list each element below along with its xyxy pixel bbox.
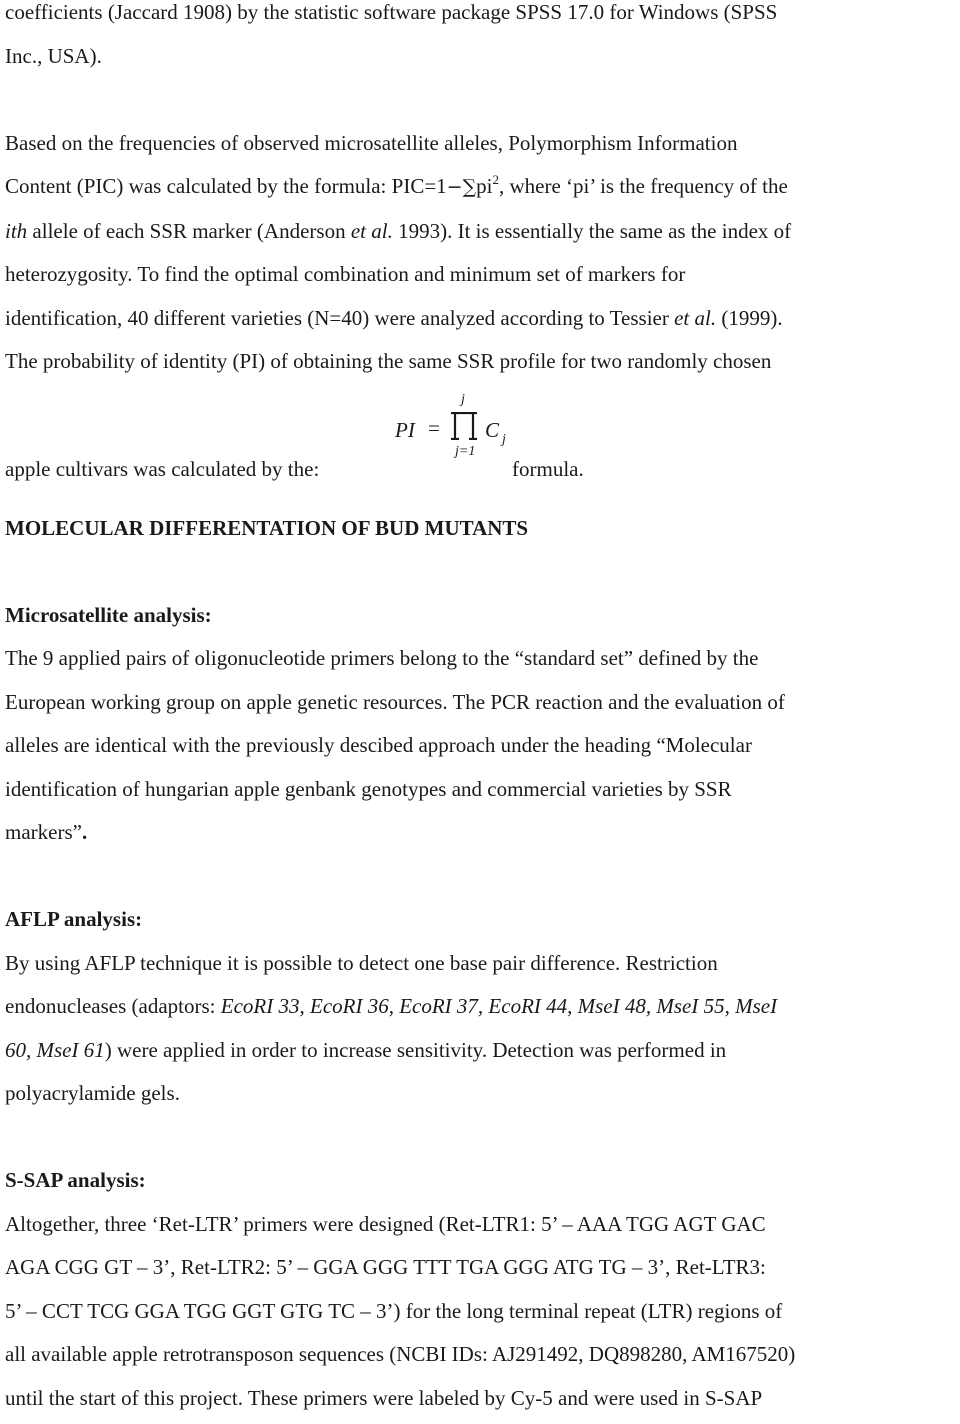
paragraph-aflp: [5, 942, 955, 1116]
probability-formula: [395, 388, 525, 468]
subsection-heading-ssap: S-SAP analysis:: [5, 1168, 146, 1192]
text-line: coefficients (Jaccard 1908) by the statistic software package SPSS 17.0 for Windows (SPSS: [5, 0, 778, 24]
text-line: The probability of identity (PI) of obtaining the same SSR profile for two randomly chosen: [5, 349, 772, 373]
formula-term-subscript: j: [502, 431, 506, 447]
text-line: identification, 40 different varieties (N=40) were analyzed according to Tessier et al. (1999).: [5, 305, 783, 330]
spacer: [5, 1116, 955, 1160]
formula-row: [5, 384, 955, 499]
text-line: The 9 applied pairs of oligonucleotide primers belong to the “standard set” defined by the: [5, 646, 759, 670]
text-line: AGA CGG GT – 3’, Ret-LTR2: 5’ – GGA GGG TTT TGA GGG ATG TG – 3’, Ret-LTR3:: [5, 1255, 766, 1279]
spacer: [5, 855, 955, 899]
product-lower-limit: j=1: [455, 443, 476, 459]
spacer: [5, 78, 955, 122]
product-symbol-icon: [449, 412, 479, 440]
text-line: polyacrylamide gels.: [5, 1081, 180, 1105]
text-line: 5’ – CCT TCG GGA TGG GGT GTG TC – 3’) for the long terminal repeat (LTR) regions of: [5, 1298, 783, 1323]
product-upper-limit: j: [461, 391, 465, 407]
text-line: ith allele of each SSR marker (Anderson et al. 1993). It is essentially the same as the index of: [5, 218, 792, 243]
formula-term: C: [485, 417, 500, 442]
paragraph-pic: [5, 122, 955, 384]
text-line: Based on the frequencies of observed microsatellite alleles, Polymorphism Information: [5, 130, 738, 155]
text-line: 60, MseI 61) were applied in order to increase sensitivity. Detection was performed in: [5, 1037, 727, 1062]
text-line: endonucleases (adaptors: EcoRI 33, EcoRI 36, EcoRI 37, EcoRI 44, MseI 48, MseI 55, MseI: [5, 994, 778, 1018]
text-line: apple cultivars was calculated by the:: [5, 456, 320, 481]
text-line: heterozygosity. To find the optimal combination and minimum set of markers for: [5, 262, 686, 286]
text-line: Altogether, three ‘Ret-LTR’ primers were designed (Ret-LTR1: 5’ – AAA TGG AGT GAC: [5, 1211, 766, 1236]
subsection-heading-aflp: AFLP analysis:: [5, 907, 143, 931]
paragraph-microsatellite: [5, 637, 955, 855]
text-line: formula.: [512, 456, 584, 481]
formula-lhs: PI: [395, 417, 415, 442]
text-line: European working group on apple genetic resources. The PCR reaction and the evaluation of: [5, 689, 785, 714]
paragraph-ssap: [5, 1203, 955, 1421]
superscript: 2: [492, 172, 499, 187]
sum-symbol: −∑: [446, 176, 477, 198]
formula-equals: =: [428, 415, 440, 440]
text-line: Inc., USA).: [5, 43, 102, 68]
text-line: alleles are identical with the previously descibed approach under the heading “Molecular: [5, 733, 752, 757]
text-line: Content (PIC) was calculated by the formula: $PIC=1-\sum pi^2$, where ‘pi’ is the frequency of the: [5, 172, 788, 198]
subsection-heading-microsatellite: Microsatellite analysis:: [5, 602, 212, 627]
section-heading: MOLECULAR DIFFERENTATION OF BUD MUTANTS: [5, 515, 529, 540]
spacer: [5, 499, 955, 507]
text-line: all available apple retrotransposon sequences (NCBI IDs: AJ291492, DQ898280, AM167520): [5, 1342, 796, 1366]
document-page: [5, 0, 955, 1420]
text-line: until the start of this project. These primers were labeled by Cy-5 and were used in S-SAP: [5, 1385, 763, 1410]
text-line: By using AFLP technique it is possible to detect one base pair difference. Restriction: [5, 950, 718, 975]
text-line: identification of hungarian apple genbank genotypes and commercial varieties by SSR: [5, 776, 732, 801]
text-line: markers”.: [5, 820, 88, 844]
spacer: [5, 550, 955, 594]
paragraph-continuation: [5, 0, 955, 78]
